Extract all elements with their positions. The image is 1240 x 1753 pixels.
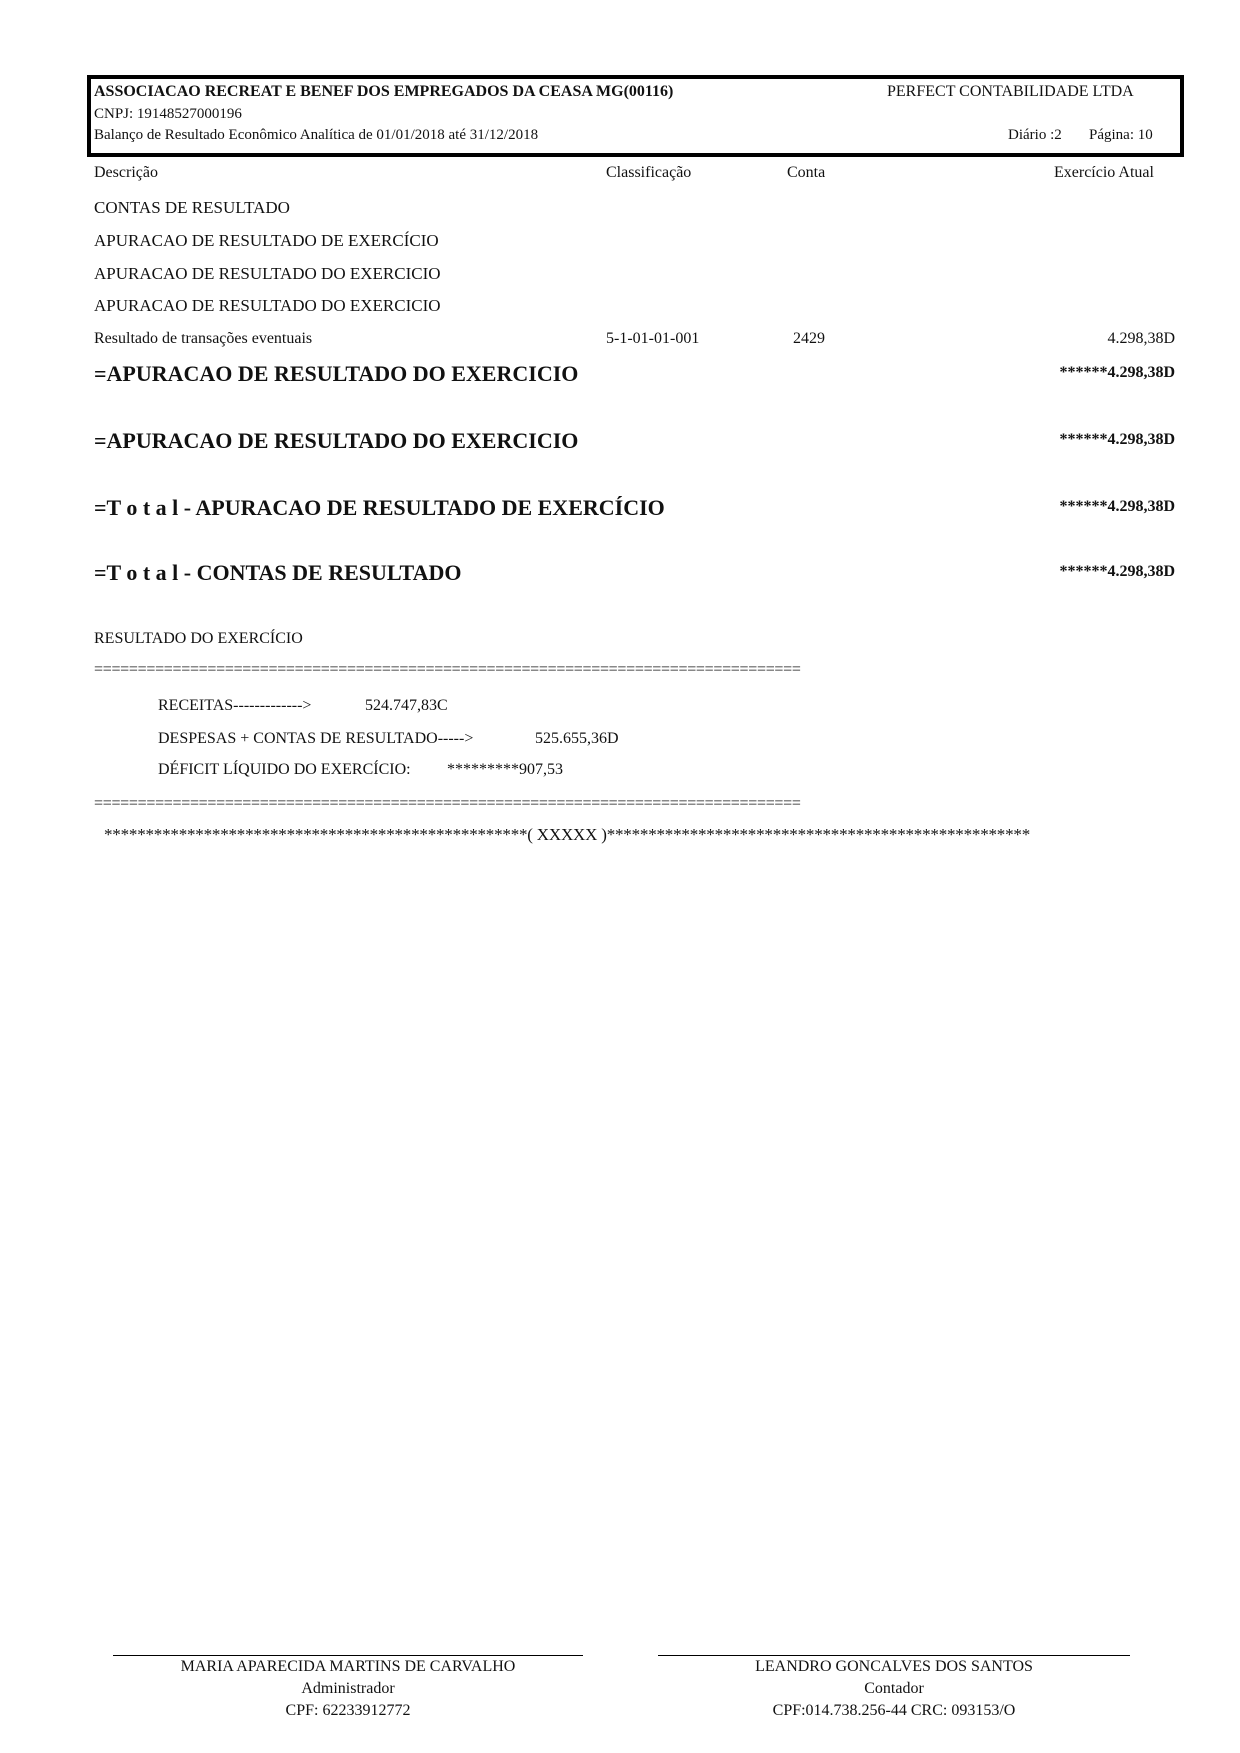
total-row-valor: ******4.298,38D — [1059, 431, 1175, 448]
company-name: ASSOCIACAO RECREAT E BENEF DOS EMPREGADOS DA CEASA MG(00116) — [94, 83, 674, 100]
signature-line — [658, 1655, 1130, 1656]
despesas-value: 525.655,36D — [535, 730, 619, 747]
col-header-exercicio-atual: Exercício Atual — [1054, 164, 1154, 181]
report-title: Balanço de Resultado Econômico Analítica de 01/01/2018 até 31/12/2018 — [94, 127, 539, 143]
total-row-valor: ******4.298,38D — [1059, 563, 1175, 580]
deficit-label: DÉFICIT LÍQUIDO DO EXERCÍCIO: — [158, 761, 411, 778]
signature-line — [113, 1655, 583, 1656]
deficit-value: *********907,53 — [447, 761, 563, 778]
signatory-document: CPF: 62233912772 — [285, 1702, 411, 1719]
receitas-label: RECEITAS-------------> — [158, 697, 312, 714]
receitas-value: 524.747,83C — [365, 697, 448, 714]
separator-line: ================================================================================= — [94, 661, 801, 678]
diario-number: Diário :2 — [1008, 127, 1062, 143]
signatory-role: Administrador — [301, 1680, 395, 1697]
account-row-conta: 2429 — [793, 330, 825, 347]
total-row-label: =T o t a l - APURACAO DE RESULTADO DE EXERCÍCIO — [94, 495, 665, 520]
resultado-title: RESULTADO DO EXERCÍCIO — [94, 630, 303, 647]
signatory-name: MARIA APARECIDA MARTINS DE CARVALHO — [180, 1658, 516, 1675]
despesas-label: DESPESAS + CONTAS DE RESULTADO-----> — [158, 730, 474, 747]
col-header-descricao: Descrição — [94, 164, 158, 181]
signatory-role: Contador — [864, 1680, 924, 1697]
separator-line: ================================================================================= — [94, 795, 801, 812]
col-header-conta: Conta — [787, 164, 826, 181]
account-row-label: APURACAO DE RESULTADO DO EXERCICIO — [94, 264, 441, 283]
total-row-label: =APURACAO DE RESULTADO DO EXERCICIO — [94, 361, 579, 386]
account-row-label: APURACAO DE RESULTADO DO EXERCICIO — [94, 296, 441, 315]
end-of-report-marker: ***************************************************( XXXXX )*************************************************** — [104, 825, 1031, 844]
signatory-document: CPF:014.738.256-44 CRC: 093153/O — [772, 1702, 1016, 1719]
total-row-label: =T o t a l - CONTAS DE RESULTADO — [94, 560, 462, 585]
account-row-classificacao: 5-1-01-01-001 — [606, 330, 700, 347]
total-row-valor: ******4.298,38D — [1059, 364, 1175, 381]
signatory-name: LEANDRO GONCALVES DOS SANTOS — [755, 1658, 1033, 1675]
cnpj: CNPJ: 19148527000196 — [94, 106, 242, 122]
total-row-label: =APURACAO DE RESULTADO DO EXERCICIO — [94, 428, 579, 453]
account-row-label: APURACAO DE RESULTADO DE EXERCÍCIO — [94, 231, 439, 250]
total-row-valor: ******4.298,38D — [1059, 498, 1175, 515]
col-header-classificacao: Classificação — [606, 164, 692, 181]
accounting-firm: PERFECT CONTABILIDADE LTDA — [887, 83, 1134, 100]
account-row-label: CONTAS DE RESULTADO — [94, 198, 290, 217]
account-row-valor: 4.298,38D — [1107, 330, 1175, 347]
page-number: Página: 10 — [1089, 127, 1153, 143]
account-row-label: Resultado de transações eventuais — [94, 330, 313, 347]
